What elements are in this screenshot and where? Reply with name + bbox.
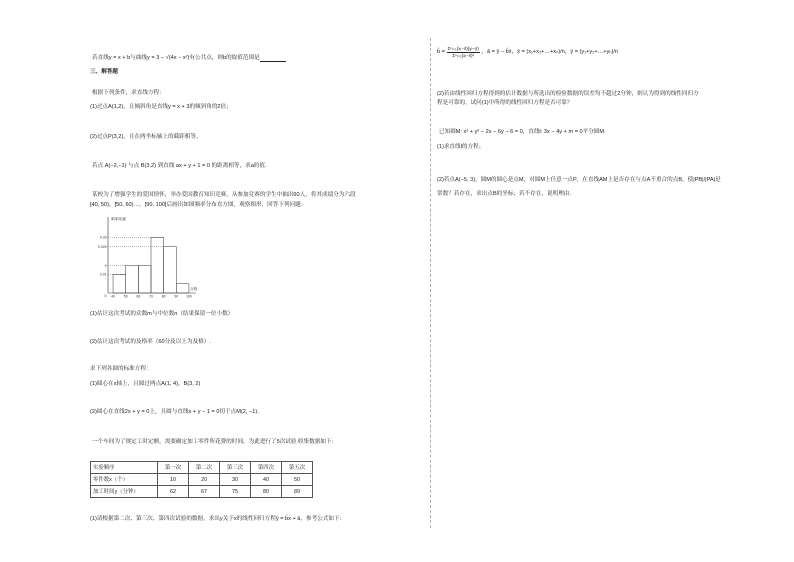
x-tick-label: 70 (149, 294, 153, 299)
origin-label: 0 (104, 294, 107, 298)
q5-part2-line2: 程是可靠的，试问(1)中所得的线性回归方程是否可靠？ (437, 100, 573, 106)
q3-intro-line2: [40, 50)，[50, 60)…，[90, 100]后画出如图频率分布直方图，观察图形，回答下列问题： (90, 202, 307, 208)
y-axis-label: 频率/组距 (111, 217, 127, 221)
x-tick-label: 60 (136, 294, 141, 299)
table-cell: 67 (189, 486, 220, 498)
q6-intro: 已知圆M: x² + y² − 2x − 6y − 6 = 0，直线l: 3x − 4y + m = 0平分圆M. (439, 129, 606, 135)
table-cell: 实验顺序 (91, 462, 158, 474)
q5-intro: 一个车间为了规定工时定额，需要确定加工零件所花费的时间，为此进行了5次试验.收集数据如下： (92, 439, 338, 445)
table-cell: 零件数x（个） (91, 474, 158, 486)
table-cell: 第四次 (251, 462, 282, 474)
table-cell: 50 (282, 474, 313, 486)
q5-part2-line1: (2)若由线性回归方程得到的估计数据与所选出的检验数据的误差均不超过2分钟，则认为得到的线性回归方 (437, 91, 699, 97)
table-cell: 第三次 (220, 462, 251, 474)
histogram-bar (151, 238, 164, 294)
x-tick-label: 80 (161, 294, 166, 299)
x-tick-label: 50 (123, 294, 128, 299)
x-tick-label: 40 (111, 294, 115, 299)
q4-intro: 求下列各圆的标准方程： (90, 366, 152, 372)
table-cell: 第一次 (158, 462, 189, 474)
histogram-bar (138, 265, 151, 293)
table-cell: 10 (158, 474, 189, 486)
table-cell: 加工时间y（分钟） (91, 486, 158, 498)
table-cell: 第五次 (282, 462, 313, 474)
fill-question: 若直线y = x + b与曲线y = 3 − √(4x − x²)有公共点，则b的取值范围是 (92, 55, 286, 62)
histogram-bar (113, 275, 126, 294)
q4-part2: (2)圆心在直线2x + y = 0上，且圆与直线x + y − 1 = 0切于点M(2, −1). (90, 409, 259, 415)
regression-formula: b̂ = Σⁿᵢ₌₁(xᵢ−x̄)(yᵢ−ȳ) Σⁿᵢ₌₁(xᵢ−x̄)² ，â = ȳ − b̂x̄，x̄ = (x₁+x₂+…+xₙ)/n，ȳ = (y₁+y₂+…+yₙ)/n (437, 46, 619, 58)
x-tick-label: 90 (174, 294, 179, 299)
answer-blank[interactable] (260, 56, 286, 62)
q4-part1: (1)圆心在x轴上，且圆过两点A(1, 4)，B(3, 2) (90, 381, 201, 387)
q6-part1: (1)求直线l的方程； (437, 144, 485, 150)
table-cell: 40 (251, 474, 282, 486)
histogram-bar (164, 247, 177, 293)
table-cell: 89 (282, 486, 313, 498)
y-tick-label: 0.03 (99, 235, 107, 240)
table-cell: 80 (251, 486, 282, 498)
y-tick-label: 0.01 (99, 272, 107, 277)
q6-part2-line1: (2)若点A(−5, 3)，圆M的圆心是点M，对圆M上任意一点P，在直线AM上是否存在与点A不重合的点B，使|PB|/|PA|是 (437, 177, 721, 183)
x-tick-label: 100 (186, 294, 192, 299)
q3-intro-line1: 某校为了增强学生的爱国情怀，举办爱国教育知识竞赛，从参加竞赛的学生中抽出60人，将其成绩分为六段 (92, 192, 356, 198)
q5-part1: (1)请根据第二次、第三次、第四次试验的数据，求出y关于x的线性回归方程ŷ = b̂x + â，参考公式如下： (90, 516, 346, 522)
q1-part1: (1)过点A(1,2)，且倾斜角是直线y = x + 3的倾斜角的2倍； (90, 104, 232, 110)
histogram-bar (126, 265, 139, 293)
x-axis-label: 分数 (190, 287, 198, 291)
table-header-row (91, 462, 313, 474)
frequency-histogram (90, 213, 200, 303)
q3-part1: (1)估计这次考试的众数m与中位数n（结果保留一位小数） (90, 311, 234, 317)
section-title: 三、解答题 (90, 69, 118, 75)
table-row (91, 474, 313, 486)
table-cell: 75 (220, 486, 251, 498)
histogram-bar (176, 284, 189, 293)
table-cell: 第二次 (189, 462, 220, 474)
table-row (91, 486, 313, 498)
y-tick-label: 0.025 (98, 244, 107, 249)
formula-numerator: Σⁿᵢ₌₁(xᵢ−x̄)(yᵢ−ȳ) (447, 46, 479, 51)
q3-part2: (2)估计这次考试的及格率（60分及以上为及格）. (90, 339, 211, 345)
q1-part2: (2)过点P(3,2)，且在两坐标轴上的截距相等。 (90, 134, 202, 140)
q2-text: 若点 A(−2,−1) 与点 B(3,2) 到直线 ax + y + 1 = 0 的距离相等，求a的值. (92, 163, 267, 169)
formula-rest: ，â = ȳ − b̂x̄，x̄ = (x₁+x₂+…+xₙ)/n，ȳ = (y₁+y₂+…+yₙ)/n (481, 49, 619, 55)
experiment-table (90, 461, 313, 498)
q6-part2-line2: 常数？若存在，求出点B的坐标；若不存在，说明理由. (437, 191, 571, 197)
y-tick-label: a (104, 263, 107, 268)
table-cell: 30 (220, 474, 251, 486)
column-divider (430, 38, 431, 528)
q1-intro: 根据下列条件，求直线方程： (92, 90, 165, 96)
table-cell: 20 (189, 474, 220, 486)
table-cell: 62 (158, 486, 189, 498)
formula-denominator: Σⁿᵢ₌₁(xᵢ−x̄)² (452, 53, 475, 58)
